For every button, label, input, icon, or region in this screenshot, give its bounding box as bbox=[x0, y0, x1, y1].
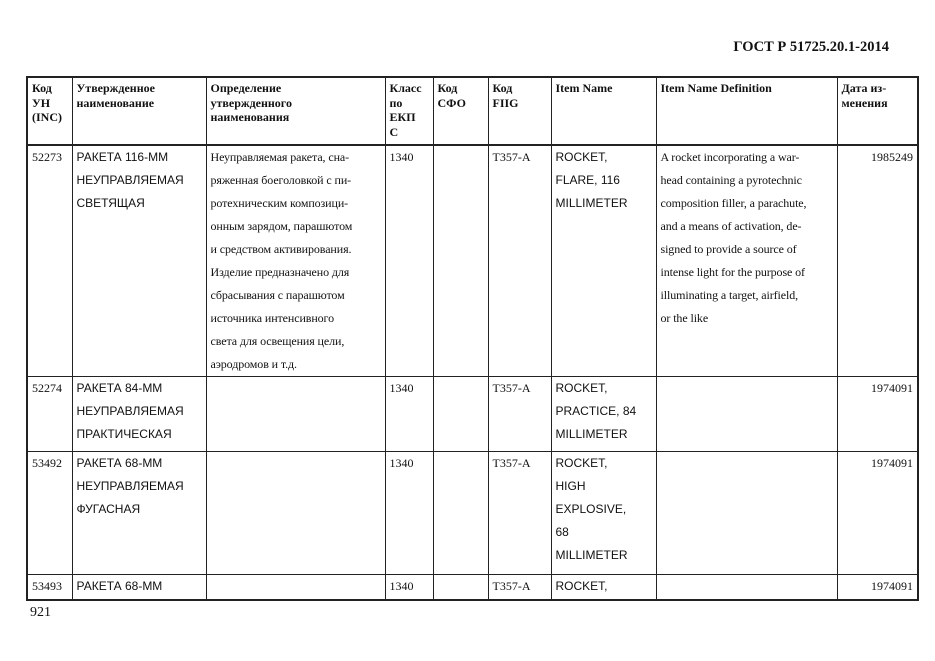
class-cell: 1340 bbox=[385, 377, 433, 452]
class-cell: 1340 bbox=[385, 575, 433, 601]
table-header-row bbox=[27, 77, 918, 145]
approved-name-cell: РАКЕТА 84-ММ НЕУПРАВЛЯЕМАЯ ПРАКТИЧЕСКАЯ bbox=[72, 377, 206, 452]
item-definition-cell bbox=[656, 377, 837, 452]
inc-code-cell: 52274 bbox=[27, 377, 72, 452]
document-code: ГОСТ Р 51725.20.1-2014 bbox=[733, 39, 889, 55]
table-row bbox=[27, 377, 918, 452]
change-date-cell: 1974091 bbox=[837, 377, 918, 452]
inc-code-cell: 52273 bbox=[27, 145, 72, 377]
column-header-fiig-code: Код FIIG bbox=[488, 77, 551, 145]
page-number: 921 bbox=[30, 605, 51, 620]
column-header-item-name-definition: Item Name Definition bbox=[656, 77, 837, 145]
fiig-code-cell: T357-A bbox=[488, 145, 551, 377]
sfo-code-cell bbox=[433, 575, 488, 601]
table-row bbox=[27, 575, 918, 601]
definition-cell bbox=[206, 575, 385, 601]
column-header-definition: Определение утвержденного наименования bbox=[206, 77, 385, 145]
fiig-code-cell: T357-A bbox=[488, 575, 551, 601]
change-date-cell: 1974091 bbox=[837, 452, 918, 575]
column-header-sfo-code: Код СФО bbox=[433, 77, 488, 145]
approved-name-cell: РАКЕТА 116-ММ НЕУПРАВЛЯЕМАЯ СВЕТЯЩАЯ bbox=[72, 145, 206, 377]
item-definition-cell bbox=[656, 575, 837, 601]
column-header-class: Класс по ЕКП С bbox=[385, 77, 433, 145]
item-name-cell: ROCKET, bbox=[551, 575, 656, 601]
column-header-change-date: Дата из- менения bbox=[837, 77, 918, 145]
definition-cell bbox=[206, 377, 385, 452]
class-cell: 1340 bbox=[385, 145, 433, 377]
change-date-cell: 1985249 bbox=[837, 145, 918, 377]
change-date-cell: 1974091 bbox=[837, 575, 918, 601]
definition-cell: Неуправляемая ракета, сна- ряженная боеголовкой с пи- ротехническим композици- онным зарядом, парашютом и средством активирования. Изделие предназначено для сбрасывания с парашютом источника интенсивного света для освещения цели, аэродромов и т.д. bbox=[206, 145, 385, 377]
table-row bbox=[27, 452, 918, 575]
table-row bbox=[27, 145, 918, 377]
sfo-code-cell bbox=[433, 377, 488, 452]
sfo-code-cell bbox=[433, 452, 488, 575]
column-header-inc-code: Код УН (INC) bbox=[27, 77, 72, 145]
item-name-cell: ROCKET, PRACTICE, 84 MILLIMETER bbox=[551, 377, 656, 452]
class-cell: 1340 bbox=[385, 452, 433, 575]
inc-code-cell: 53493 bbox=[27, 575, 72, 601]
item-name-cell: ROCKET, FLARE, 116 MILLIMETER bbox=[551, 145, 656, 377]
column-header-item-name: Item Name bbox=[551, 77, 656, 145]
nomenclature-table bbox=[26, 76, 919, 601]
definition-cell bbox=[206, 452, 385, 575]
item-name-cell: ROCKET, HIGH EXPLOSIVE, 68 MILLIMETER bbox=[551, 452, 656, 575]
approved-name-cell: РАКЕТА 68-ММ НЕУПРАВЛЯЕМАЯ ФУГАСНАЯ bbox=[72, 452, 206, 575]
column-header-approved-name: Утвержденное наименование bbox=[72, 77, 206, 145]
item-definition-cell bbox=[656, 452, 837, 575]
approved-name-cell: РАКЕТА 68-ММ bbox=[72, 575, 206, 601]
item-definition-cell: A rocket incorporating a war- head containing a pyrotechnic composition filler, a parachute, and a means of activation, de- signed to provide a source of intense light for the purpose of illuminating a target, airfield, or the like bbox=[656, 145, 837, 377]
inc-code-cell: 53492 bbox=[27, 452, 72, 575]
sfo-code-cell bbox=[433, 145, 488, 377]
fiig-code-cell: T357-A bbox=[488, 452, 551, 575]
fiig-code-cell: T357-A bbox=[488, 377, 551, 452]
